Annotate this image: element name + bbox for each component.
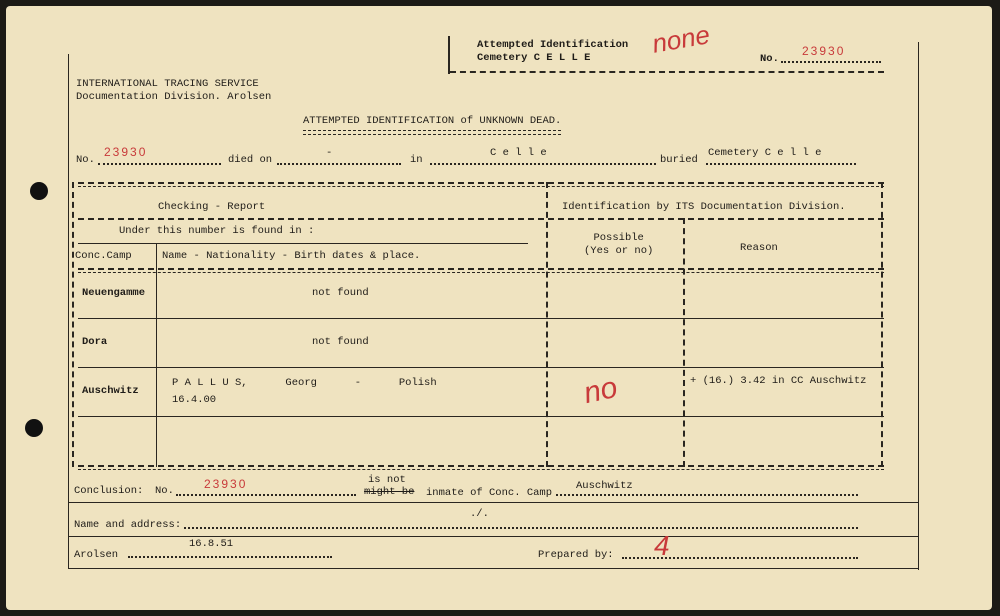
table-bottom-border-2 xyxy=(78,469,884,470)
possible-reason-divider xyxy=(683,218,685,467)
card-right-border xyxy=(918,42,919,570)
conclusion-is-not: is not xyxy=(368,474,406,486)
conclusion-no-dots xyxy=(176,494,356,496)
table-top-border xyxy=(78,182,884,184)
table-top-border-2 xyxy=(78,186,884,187)
conclusion-camp-dots xyxy=(556,494,858,496)
row3-birthdate: 16.4.00 xyxy=(172,394,217,406)
header-line-2: Cemetery C E L L E xyxy=(477,52,591,64)
card-left-border xyxy=(68,54,69,568)
in-dots xyxy=(430,163,656,165)
in-value: C e l l e xyxy=(490,147,547,159)
punch-hole-top xyxy=(30,182,48,200)
footer-date: 16.8.51 xyxy=(189,538,234,550)
header-no-label: No. xyxy=(760,53,779,65)
name-address-dots xyxy=(184,527,858,529)
header-no-dots xyxy=(781,61,881,63)
prepared-by-initials: 4 xyxy=(654,530,670,561)
page-title: ATTEMPTED IDENTIFICATION of UNKNOWN DEAD. xyxy=(303,115,562,127)
header-box-left xyxy=(448,36,450,74)
found-in-header: Under this number is found in : xyxy=(119,225,315,237)
header-box-bottom xyxy=(450,71,884,73)
identification-header: Identification by ITS Documentation Division. xyxy=(562,201,846,213)
column-header-divider-2 xyxy=(78,272,884,273)
table-left-border xyxy=(72,182,74,467)
checking-identification-divider xyxy=(546,182,548,467)
checking-report-header: Checking - Report xyxy=(158,201,266,213)
found-in-divider xyxy=(78,243,528,244)
row2-camp: Dora xyxy=(82,336,108,348)
row3-possible: no xyxy=(580,370,621,411)
died-on-dots xyxy=(277,163,401,165)
header-no-value: 23930 xyxy=(802,44,846,58)
row-divider-3 xyxy=(78,416,884,417)
row2-name: not found xyxy=(312,336,369,348)
row-divider-1 xyxy=(78,318,884,319)
died-on-label: died on xyxy=(228,154,273,166)
buried-dots xyxy=(706,163,856,165)
conclusion-no-value: 23930 xyxy=(204,477,248,491)
in-label: in xyxy=(410,154,423,166)
header-row-divider xyxy=(78,218,884,220)
issuer-line-2: Documentation Division. Arolsen xyxy=(76,91,272,103)
col-possible-header: Possible (Yes or no) xyxy=(584,232,654,257)
row-divider-2 xyxy=(78,367,884,368)
name-address-label: Name and address: xyxy=(74,519,182,531)
record-no-value: 23930 xyxy=(104,145,148,159)
row3-name: P A L L U S, Georg - Polish xyxy=(172,377,437,389)
conclusion-no-label: No. xyxy=(155,485,174,497)
camp-name-divider xyxy=(156,243,157,467)
prepared-by-label: Prepared by: xyxy=(538,549,614,561)
row1-camp: Neuengamme xyxy=(82,287,146,299)
card-bottom-border xyxy=(68,568,918,569)
col-camp-header: Conc.Camp xyxy=(75,250,132,262)
footer-place: Arolsen xyxy=(74,549,119,561)
record-no-dots xyxy=(98,163,221,165)
died-on-value: - xyxy=(326,147,333,159)
table-bottom-border xyxy=(78,465,884,467)
title-underline-1 xyxy=(303,130,561,131)
issuer-line-1: INTERNATIONAL TRACING SERVICE xyxy=(76,78,259,90)
none-stamp: none xyxy=(649,19,713,59)
name-address-value: ./. xyxy=(470,508,489,520)
row3-reason: + (16.) 3.42 in CC Auschwitz xyxy=(690,375,867,387)
conclusion-camp-value: Auschwitz xyxy=(576,480,633,492)
title-underline-2 xyxy=(303,134,561,135)
buried-label: buried xyxy=(660,154,698,166)
conclusion-divider xyxy=(68,502,918,503)
record-no-label: No. xyxy=(76,154,95,166)
col-reason-header: Reason xyxy=(740,242,778,254)
conclusion-label: Conclusion: xyxy=(74,485,144,497)
conclusion-inmate-text: inmate of Conc. Camp xyxy=(426,487,553,499)
buried-value: Cemetery C e l l e xyxy=(708,147,822,159)
header-line-1: Attempted Identification xyxy=(477,39,629,51)
footer-date-dots xyxy=(128,556,332,558)
conclusion-struck: might be xyxy=(364,486,415,498)
column-header-divider xyxy=(78,268,884,270)
table-right-border xyxy=(881,182,883,467)
punch-hole-bottom xyxy=(25,419,43,437)
index-card xyxy=(6,6,992,610)
row3-camp: Auschwitz xyxy=(82,385,139,397)
col-name-header: Name - Nationality - Birth dates & place. xyxy=(162,250,421,262)
row1-name: not found xyxy=(312,287,369,299)
name-address-divider xyxy=(68,536,918,537)
